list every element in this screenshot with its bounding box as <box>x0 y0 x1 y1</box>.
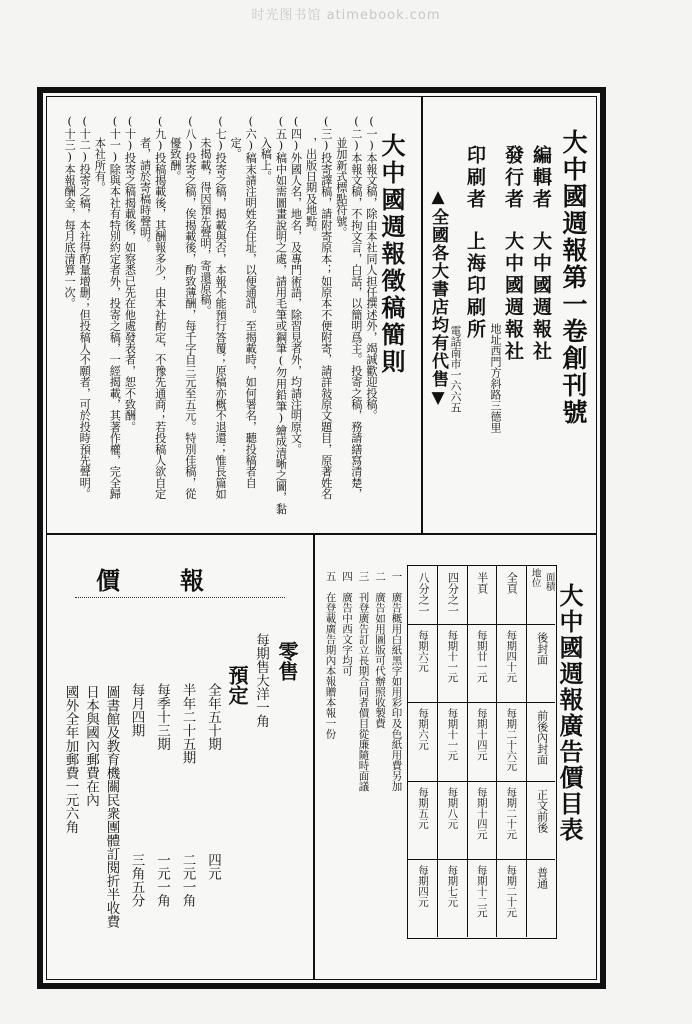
watermark: 时光图书馆 atimebook.com <box>251 8 441 23</box>
notice-item: (二)本報文稿，不拘文言，白話，以簡明爲主。投寄之稿，務請繕寫清楚， <box>349 115 363 500</box>
notice-item: (六)稿末請注明姓名住址，以便通訊。至揭載時，如何署名，聽投稿者自 <box>244 115 258 489</box>
corner-label-bottom: 面積 <box>543 572 555 591</box>
rate-cell: 每期十二元 <box>475 864 488 918</box>
notice-item: 者，請於寄稿時聲明。 <box>138 137 152 249</box>
size-header: 八分之一 <box>417 572 430 616</box>
publisher-address: 地址西門方斜路三德里 <box>489 323 502 433</box>
rate-cell: 每期六元 <box>417 630 429 672</box>
notice-item: (十一)除與本社有特別約定者外，投寄之稿，一經揭載，其著作權，完全歸 <box>108 115 122 500</box>
position-header: 前後內封面 <box>535 710 549 766</box>
notice-item: (五)稿中如需圖畫說明之處，請用毛筆或鋼筆(勿用鉛筆)繪成清晰之圖，黏 <box>274 115 288 515</box>
table-hline <box>408 859 555 860</box>
position-header: 後封面 <box>535 632 549 665</box>
printer-value: 上海印刷所 <box>464 231 486 341</box>
plan-period: 每季十三期 <box>154 683 170 751</box>
plan-price: 一元一角 <box>154 853 170 907</box>
table-vline <box>496 566 497 937</box>
submission-notice <box>51 101 417 531</box>
size-header: 全頁 <box>505 572 519 594</box>
ad-rate-section <box>317 537 597 985</box>
rate-cell: 每期二十元 <box>505 786 518 839</box>
notice-item: (十)投寄之稿揭載後，如察悉已先在他處發表者，恕不致酬。 <box>123 115 137 433</box>
ad-rule: 五 在登載廣告期內本報贈本報一份 <box>324 571 337 739</box>
top-vertical-divider <box>421 96 423 534</box>
plan-column <box>206 683 220 953</box>
ad-title: 大中國週報廣告價目表 <box>555 583 584 843</box>
plan-period: 全年五十期 <box>205 683 221 751</box>
notice-item: (九)投稿揭載後，其酬報多少，由本社酌定，不豫先通商；若投稿人欲自定 <box>153 115 167 500</box>
notice-title: 大中國週報徵稿簡則 <box>377 133 406 376</box>
plan-period: 半年二十五期 <box>179 683 196 764</box>
rate-cell: 每期四十元 <box>505 630 518 683</box>
price-note: 日本與國內郵費在內 <box>83 685 99 807</box>
notice-item: (八)投寄之稿，俟揭載後，酌致薄酬，每千字自三元至五元。特別佳稿，從 <box>183 115 197 500</box>
notice-item: (七)投寄之稿，揭載與否，本報不能預行答覆；原稿亦概不退還；惟長篇如 <box>214 115 228 500</box>
table-vline <box>526 566 527 937</box>
notice-item: (一)本報文稿，除由本社同人担任撰述外，竭誠歡迎投稿。 <box>365 115 378 421</box>
table-hline <box>408 624 555 625</box>
plan-column <box>180 683 194 953</box>
printer-phone: 電話南市一六六五 <box>449 325 462 413</box>
printer-label: 印刷者 <box>464 145 486 211</box>
table-vline <box>437 566 438 937</box>
rate-cell: 每期十一元 <box>446 708 459 761</box>
distribution-note: ▲全國各大書店均有代售▼ <box>428 187 448 409</box>
price-notes <box>63 685 118 928</box>
price-note: 圖書館及教育機關民衆團體訂閱折半收費 <box>103 685 120 928</box>
retail-price: 每期售大洋一角 <box>253 633 269 728</box>
masthead-title: 大中國週報第一卷創刊號 <box>559 129 588 426</box>
rate-cell: 每期十四元 <box>475 708 488 761</box>
title-underline <box>75 597 285 598</box>
rate-cell: 每期十四元 <box>475 786 488 839</box>
publisher-label: 發行者 <box>502 145 524 211</box>
notice-item: 並加新式標點符號。 <box>334 137 348 238</box>
plan-column <box>129 683 143 953</box>
notice-item: (三)投寄譯稿，請附寄原本；如原本不便附寄，請詳敍原文題目，原著姓名 <box>319 115 333 500</box>
price-section <box>51 537 309 985</box>
rate-cell: 每期二十六元 <box>505 708 518 772</box>
masthead <box>425 101 597 531</box>
page-frame <box>37 87 606 989</box>
table-vline <box>467 566 468 937</box>
subscription-plans <box>129 683 219 953</box>
plan-price: 三角五分 <box>128 853 145 907</box>
rate-cell: 每期六元 <box>417 708 429 751</box>
subscription-label: 預定 <box>225 665 249 705</box>
notice-item: 未揭載，得因預先聲明，寄還原稿。 <box>198 137 212 317</box>
price-title: 價報 <box>96 566 264 595</box>
plan-column <box>155 683 169 953</box>
position-header: 正文前後 <box>535 788 549 833</box>
position-header: 普通 <box>535 866 549 889</box>
notice-item: (十二)投寄之稿，本社得酌量增删；但投稿人不願者，可於投時預先聲明。 <box>78 115 92 500</box>
notice-item: 定。 <box>229 137 243 160</box>
table-hline <box>408 781 555 782</box>
retail-label: 零售 <box>275 641 299 681</box>
notice-item: 本社所有。 <box>93 137 107 193</box>
rate-cell: 每期八元 <box>446 786 459 829</box>
ad-rule: 二 廣告如用圖版可代辦照收製費 <box>374 571 386 729</box>
notice-item: ，出版日期及地點。 <box>304 137 318 238</box>
notice-item: (四)外國人名，地名，及專門術語，除習見者外，均請注明原文。 <box>289 115 303 455</box>
editor-label: 編輯者 <box>530 145 552 211</box>
horizontal-divider <box>46 533 597 535</box>
rate-cell: 每期十一元 <box>446 630 459 683</box>
ad-rule: 一 廣告概用白紙黑字如用彩印及色紙用費另加 <box>390 571 403 792</box>
rate-cell: 每期廿一元 <box>475 630 488 683</box>
editor-value: 大中國週報社 <box>530 231 552 363</box>
bottom-vertical-divider <box>313 534 315 980</box>
rate-cell: 每期五元 <box>417 786 429 829</box>
ad-rules <box>325 571 402 792</box>
rate-cell: 每期二十元 <box>505 864 518 918</box>
notice-items <box>64 115 377 514</box>
rate-cell: 每期四元 <box>417 864 429 907</box>
notice-item: 入稿上。 <box>259 137 273 182</box>
plan-period: 每月四期 <box>128 683 145 737</box>
ad-rate-table <box>407 565 557 939</box>
rate-cell: 每期七元 <box>446 864 459 907</box>
notice-item: 優致酬。 <box>168 137 182 182</box>
ad-rule: 三 刊登廣告訂立長期合同者價目從廉隨時面議 <box>357 571 370 792</box>
plan-price: 二元一角 <box>179 853 196 907</box>
table-hline <box>408 702 555 703</box>
plan-price: 四元 <box>205 853 221 880</box>
size-header: 四分之一 <box>446 572 460 616</box>
price-note: 國外全年加郵費一元六角 <box>62 685 79 834</box>
corner-label-top: 地位 <box>529 568 541 587</box>
publisher-value: 大中國週報社 <box>502 231 524 363</box>
notice-item: (十三)本報酬金，每月底清算一次。 <box>63 115 77 309</box>
ad-rule: 四 廣告中西文字均可 <box>341 571 353 676</box>
size-header: 半頁 <box>475 572 489 594</box>
